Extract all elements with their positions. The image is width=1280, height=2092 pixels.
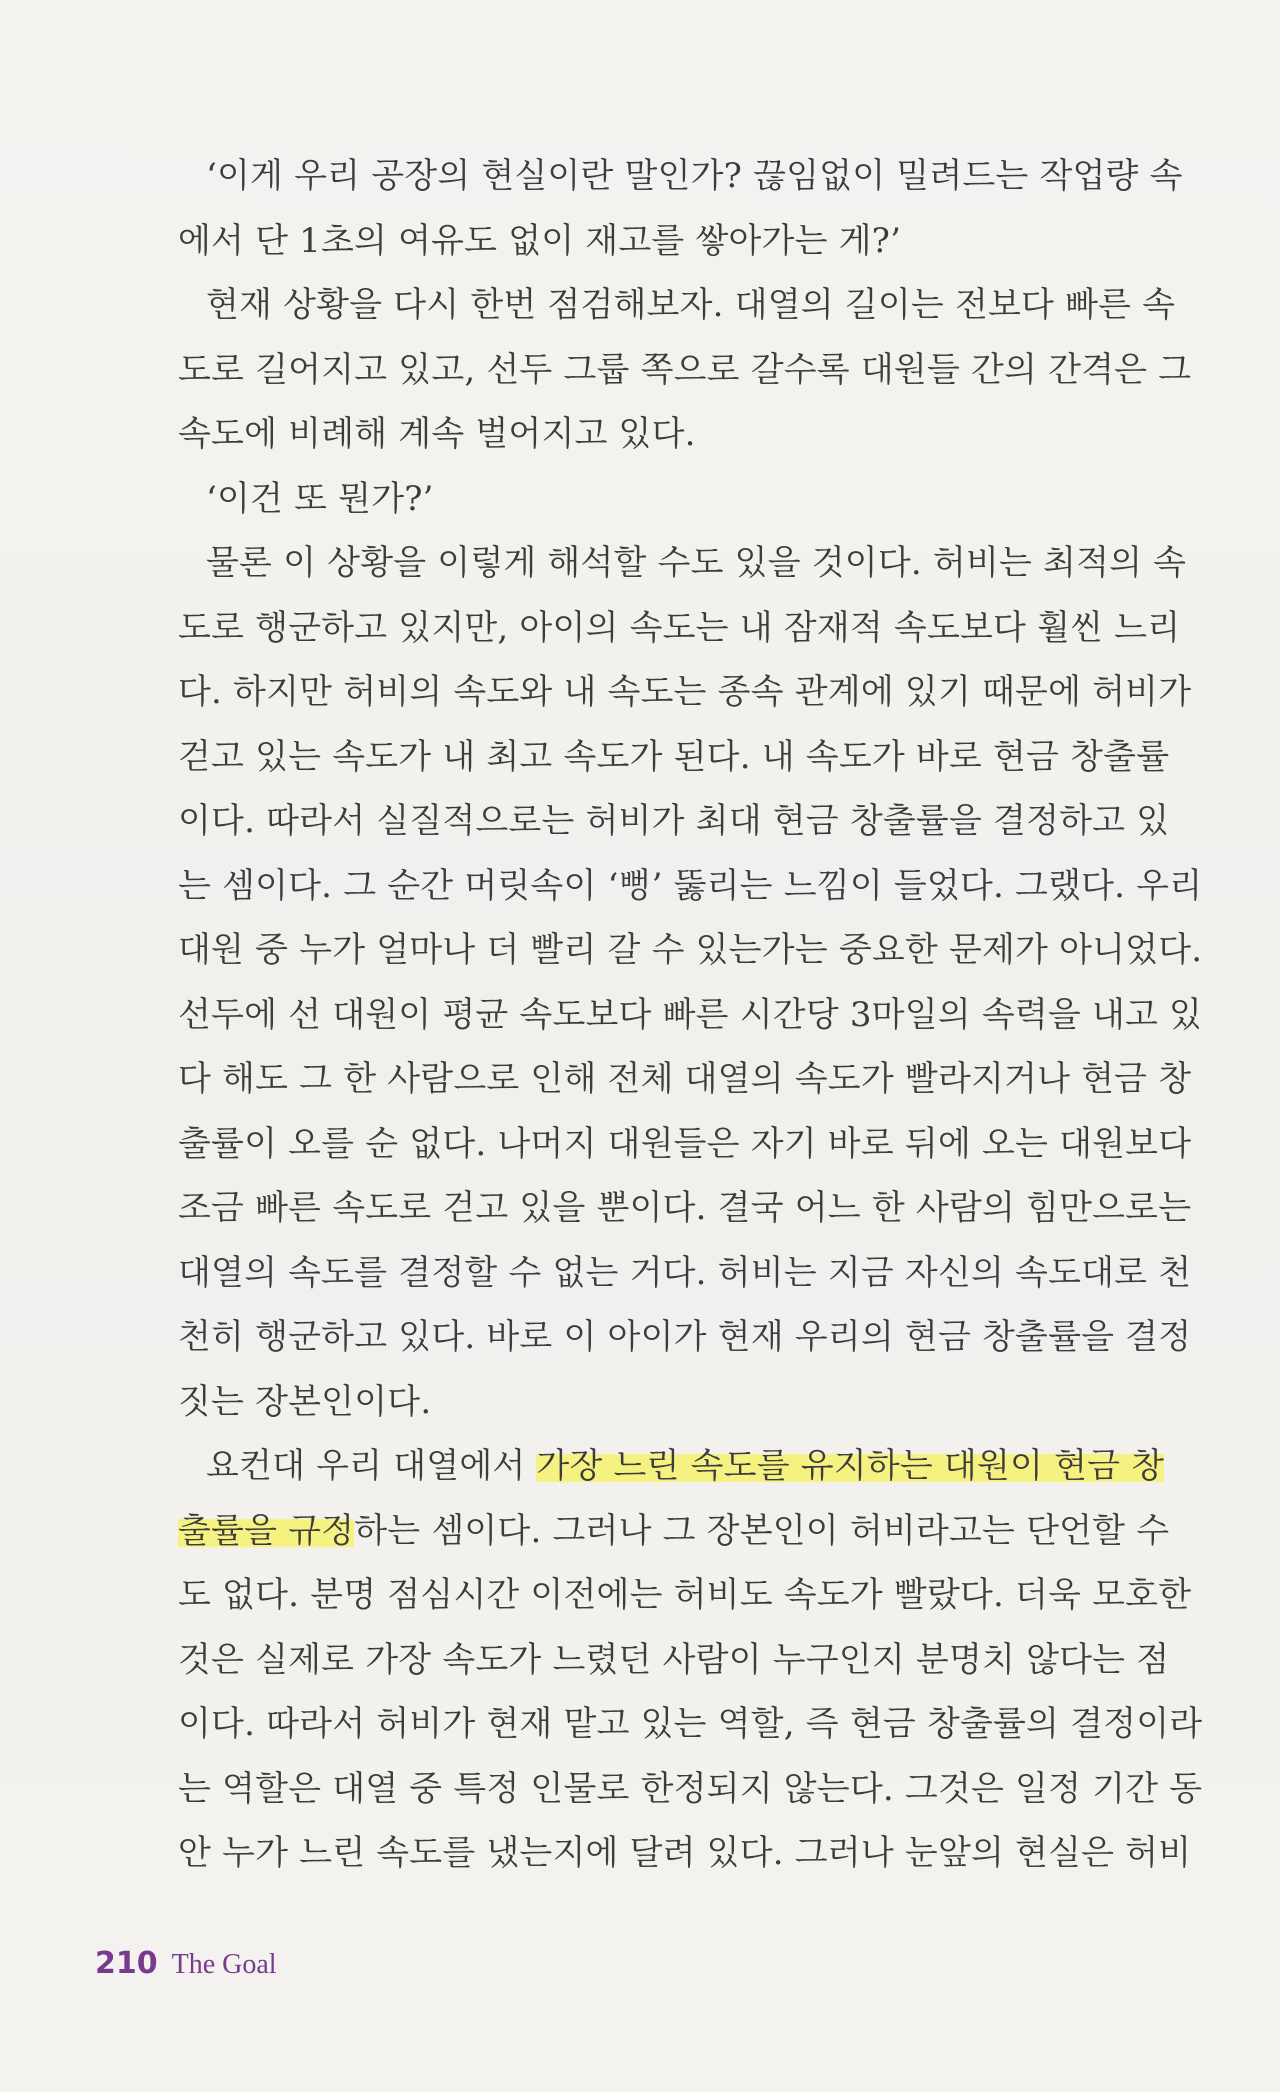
text-line: 조금 빠른 속도로 걷고 있을 뿐이다. 결국 어느 한 사람의 힘만으로는 <box>178 1188 1192 1228</box>
text-line: 속도에 비례해 계속 벌어지고 있다. <box>178 414 696 454</box>
highlighted-text: 출률을 규정 <box>178 1510 355 1551</box>
text-line: 안 누가 느린 속도를 냈는지에 달려 있다. 그러나 눈앞의 현실은 허비 <box>178 1833 1192 1873</box>
text-line: 대원 중 누가 얼마나 더 빨리 갈 수 있는가는 중요한 문제가 아니었다. <box>178 930 1203 970</box>
text-line: ‘이건 또 뭔가?’ <box>206 478 434 519</box>
text-line: 출률이 오를 순 없다. 나머지 대원들은 자기 바로 뒤에 오는 대원보다 <box>178 1123 1192 1164</box>
text-line: 는 역할은 대열 중 특정 인물로 한정되지 않는다. 그것은 일정 기간 동 <box>178 1768 1203 1809</box>
body-text <box>178 144 1203 1886</box>
text-line: 다 해도 그 한 사람으로 인해 전체 대열의 속도가 빨라지거나 현금 창 <box>178 1059 1192 1099</box>
highlighted-text: 가장 느린 속도를 유지하는 대원이 현금 창 <box>536 1446 1165 1486</box>
text-line: 선두에 선 대원이 평균 속도보다 빠른 시간당 3마일의 속력을 내고 있 <box>178 994 1203 1035</box>
text-segment: 하는 셈이다. 그러나 그 장본인이 허비라고는 단언할 수 <box>354 1510 1170 1551</box>
text-line: 것은 실제로 가장 속도가 느렸던 사람이 누구인지 분명치 않다는 점 <box>178 1639 1170 1680</box>
text-line: 도로 행군하고 있지만, 아이의 속도는 내 잠재적 속도보다 훨씬 느리 <box>178 607 1181 648</box>
text-line: ‘이게 우리 공장의 현실이란 말인가? 끊임없이 밀려드는 작업량 속 <box>206 156 1183 196</box>
text-line: 이다. 따라서 실질적으로는 허비가 최대 현금 창출률을 결정하고 있 <box>178 801 1170 841</box>
text-line: 도로 길어지고 있고, 선두 그룹 쪽으로 갈수록 대원들 간의 간격은 그 <box>178 349 1192 390</box>
text-line: 대열의 속도를 결정할 수 없는 거다. 허비는 지금 자신의 속도대로 천 <box>178 1252 1192 1293</box>
text-segment: 요컨대 우리 대열에서 <box>206 1446 537 1486</box>
text-line: 물론 이 상황을 이렇게 해석할 수도 있을 것이다. 허비는 최적의 속 <box>206 543 1187 583</box>
text-line-highlighted <box>178 1434 1163 1499</box>
page-footer <box>95 1946 277 1990</box>
book-title: The Goal <box>171 1949 277 1980</box>
text-line: 짓는 장본인이다. <box>178 1381 432 1422</box>
text-line-highlighted <box>178 1499 1170 1564</box>
text-line: 다. 하지만 허비의 속도와 내 속도는 종속 관계에 있기 때문에 허비가 <box>178 672 1192 712</box>
text-line: 천히 행군하고 있다. 바로 이 아이가 현재 우리의 현금 창출률을 결정 <box>178 1317 1192 1357</box>
page-number: 210 <box>95 1946 158 1981</box>
text-line: 는 셈이다. 그 순간 머릿속이 ‘뻥’ 뚫리는 느낌이 들었다. 그랬다. 우리 <box>178 865 1203 906</box>
text-line: 에서 단 1초의 여유도 없이 재고를 쌓아가는 게?’ <box>178 220 902 261</box>
text-line: 걷고 있는 속도가 내 최고 속도가 된다. 내 속도가 바로 현금 창출률 <box>178 736 1170 777</box>
text-line: 이다. 따라서 허비가 현재 맡고 있는 역할, 즉 현금 창출률의 결정이라 <box>178 1704 1203 1744</box>
text-line: 도 없다. 분명 점심시간 이전에는 허비도 속도가 빨랐다. 더욱 모호한 <box>178 1575 1192 1615</box>
text-line: 현재 상황을 다시 한번 점검해보자. 대열의 길이는 전보다 빠른 속 <box>206 285 1176 325</box>
